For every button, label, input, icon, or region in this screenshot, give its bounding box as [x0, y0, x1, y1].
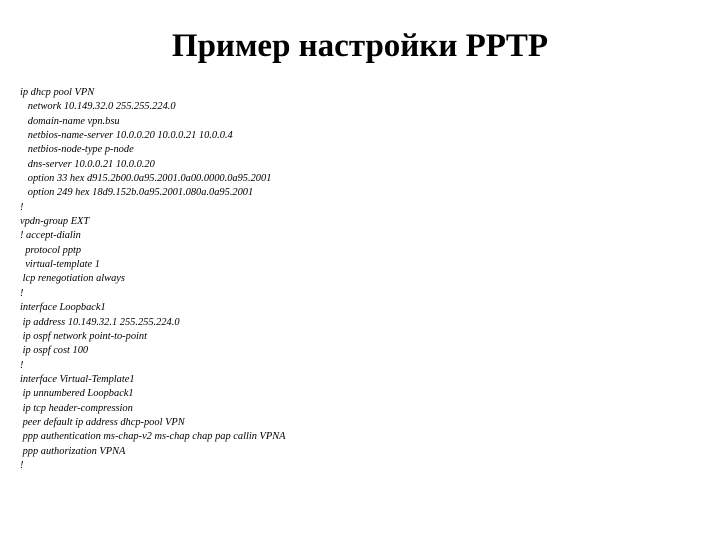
config-line: protocol pptp — [20, 244, 82, 256]
config-line: ppp authentication ms-chap-v2 ms-chap chap pap callin VPNA — [20, 431, 286, 443]
config-line: network 10.149.32.0 255.255.224.0 — [20, 101, 176, 113]
config-line: ip ospf network point-to-point — [20, 330, 147, 342]
config-line: option 249 hex 18d9.152b.0a95.2001.080a.0a95.2001 — [20, 187, 254, 199]
config-line: ! — [20, 359, 24, 371]
config-line: interface Virtual-Template1 — [20, 373, 135, 385]
config-line: ip address 10.149.32.1 255.255.224.0 — [20, 316, 180, 328]
slide-title: Пример настройки PPTP — [171, 28, 549, 64]
config-line: vpdn-group EXT — [20, 216, 90, 228]
config-line: ! accept-dialin — [20, 230, 81, 242]
config-line: lcp renegotiation always — [20, 273, 125, 285]
config-listing — [20, 86, 700, 473]
config-line: ! — [20, 201, 24, 213]
config-line: dns-server 10.0.0.21 10.0.0.20 — [20, 158, 155, 170]
config-line: ip dhcp pool VPN — [20, 87, 95, 98]
config-line: ! — [20, 287, 24, 299]
config-line: ! — [20, 459, 24, 471]
config-line: virtual-template 1 — [20, 259, 100, 271]
config-line: ip unnumbered Loopback1 — [20, 388, 134, 400]
config-line: peer default ip address dhcp-pool VPN — [20, 416, 185, 428]
config-line: domain-name vpn.bsu — [20, 115, 120, 127]
config-line: interface Loopback1 — [20, 302, 106, 314]
config-line: ip tcp header-compression — [20, 402, 133, 414]
config-line: netbios-name-server 10.0.0.20 10.0.0.21 10.0.0.4 — [20, 130, 233, 142]
config-line: ppp authorization VPNA — [20, 445, 126, 457]
config-line: netbios-node-type p-node — [20, 144, 134, 156]
config-line: ip ospf cost 100 — [20, 345, 89, 357]
config-line: option 33 hex d915.2b00.0a95.2001.0a00.0000.0a95.2001 — [20, 173, 272, 185]
